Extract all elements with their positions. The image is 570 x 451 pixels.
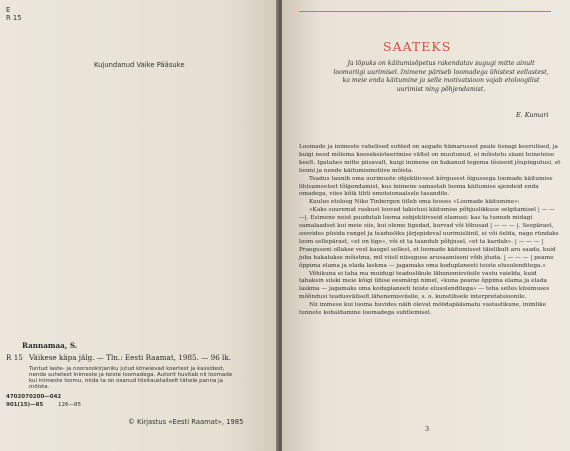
paragraph: «Kaks suuremat raskust loovad takistusi käitumise põhjuslikkuse selgitamisel | — — —|. Esimene neist puudutab looma subjektiivseid elamusi: kas ta tunneb midagi samalaadset kui meie siis, kui oleme tigedad, kurvad või lõbusad | — — — |. Seepärast, soovides püsida rangel ja teadusliku järjepideval uurimisliinil, ei või öelda, nagu ründaks loom sellepärast, «et on tige», või et ta taandub põhjusel, «et ta kardab». | — — — | Praeguseni ollakse veel kaugel sellest, et loomade käitumisest täielikult aru saada, kuid juba hakatakse mõistma, mil viisil niisuguse arusaamiseni võib jõuda. | — — — | peame õppima elama ja elada laskma — jagamaks oma koduplaneeti teiste elusolenditega.» xyxy=(299,207,559,269)
paragraph: Loomade ja inimeste vahelised suhted on aegade hämarusest peale üsnagi keerulised, ja kuigi need mõlema kooseksisteerimise vältel on muutunud, ei mõistetu siiani teineteise keelt. Igatahes mitte piisavalt, kuigi inimene on hakanud tegema tõsiseid jõupingutusi, et loomi ja nende käitumismotiive mõista. xyxy=(299,144,561,174)
catalog-author: Rannamaa, S. xyxy=(22,341,78,350)
paragraph: Teadus taunib oma uurimuste objektiivsest kõrgusest õigussega loomade käitumise lihtsameelset tõlgendamist, kus inimene samastab looma käitumise ajendeid enda omadega, viies kõik tihti emotsionaalsele tasandile. xyxy=(299,175,553,198)
index-letter: E xyxy=(6,6,11,14)
page-edge-line xyxy=(299,11,551,12)
catalog-annotation-line: nende suhetest inimeste ja teiste loomadega. Autorit huvitab nii loomade xyxy=(29,372,233,378)
paragraph: Nii inimese kui looma huvides näib olevat möödapääsmatu vastastikune, inimlike tunnete kohaldamine loomadega suhtlemisel. xyxy=(299,302,547,317)
catalog-number-code: 4702070200—042 xyxy=(6,394,62,400)
epigraph: Ja lõpuks on käitumisõpetus rakendatav sugugi mitte ainult loomariigi uurimisel. Inimene päriseb loomadega ühistest eellastest, ka meie enda käitumine ja selle motivatsioon vajab etoloogilist uurimist ning põhjendamist. xyxy=(333,60,549,93)
page-number: 3 xyxy=(425,425,430,433)
designer-credit: Kujundanud Vaike Pääsuke xyxy=(94,61,185,69)
copyright-line: © Kirjastus «Eesti Raamat», 1985 xyxy=(128,418,244,426)
epigraph-author: E. Kumari xyxy=(516,111,549,119)
left-page xyxy=(0,0,278,451)
catalog-annotation-line: Tuntud laste- ja noorsookirjaniku jutud kõnelevad koertest ja kassidest, xyxy=(29,366,225,372)
page-title: SAATEKS xyxy=(383,39,452,54)
catalog-shelf-code: R 15 xyxy=(6,353,23,362)
paragraph: Võhikuna ei taha ma muidugi teaduslikule lähenemisviisile vastu vaielda, kuid tahaksin siiski meie kõigi ühise eesmärgi nimel, «kuna peame õppima elama ja elada laskma — jagamaks oma koduplaneeti teiste elusolenditega» — teha selles küsimuses mõõndusi teadusväliselt lähenemisviisile, s. o. kunstilisele interpretatsioonile. xyxy=(299,270,550,301)
paragraph: Kuulus etoloog Niko Tinbergen ütleb oma teoses «Loomade käitumine»: xyxy=(309,199,520,206)
catalog-number-code: 901(15)—85 xyxy=(6,402,44,408)
catalog-entry: Väikese käpa jälg. — Tln.: Eesti Raamat, 1985. — 96 lk. xyxy=(29,353,231,362)
catalog-annotation-line: mõista. xyxy=(29,384,50,390)
right-page xyxy=(282,0,570,451)
index-code: R 15 xyxy=(6,14,22,22)
catalog-range: 126—85 xyxy=(58,402,81,408)
catalog-annotation-line: kui inimeste loomu, mida ta on osanud tõsitaustaliselt tähele panna ja xyxy=(29,378,223,384)
foreword-body xyxy=(299,144,561,318)
